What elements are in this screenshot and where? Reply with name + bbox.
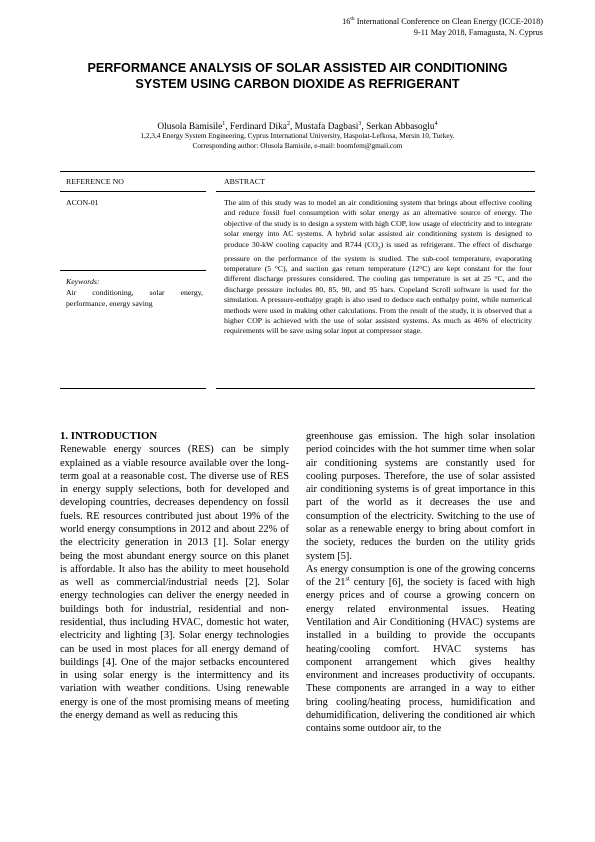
left-column xyxy=(60,430,289,722)
keywords-label: Keywords: xyxy=(66,277,100,286)
info-box-bottom-rule-right xyxy=(216,388,535,389)
abstract-header: ABSTRACT xyxy=(224,177,265,186)
introduction-paragraph-2: As energy consumption is one of the growing concerns of the 21st century [6], the society is faced with high energy prices and of course a growing concern on energy related environmental issues. Heating Ventilation and Air Conditioning (HVAC) systems are installed in a building to provide the occupants heating/cooling comfort. HVAC systems has component arrangement which gives healthy environment and increases productivity of occupants. These components are arranged in a way to either bring cooling/heating process, humidification and dehumidification, delivering the conditioned air which contains some outdoor air, to the xyxy=(306,563,535,735)
reference-header-rule xyxy=(60,191,206,192)
reference-number: ACON-01 xyxy=(66,198,99,207)
section-heading: 1. INTRODUCTION xyxy=(60,430,158,442)
affiliation: 1,2,3,4 Energy System Engineering, Cyprus International University, Haspolat-Lefkosa, Mersin 10, Turkey. xyxy=(140,131,455,140)
author-name: Mustafa Dagbasi xyxy=(294,122,359,133)
author-name: Olusola Bamisile xyxy=(157,122,223,133)
introduction-paragraph: Renewable energy sources (RES) can be simply explained as a viable resource available over the long-term goal at a reasonable cost. The diverse use of RES in energy supply selections, both for developed and developing countries, decreases dependency on fossil fuels. RE resources contributed just about 19% of the world energy consumptions in 2012 and about 22% of the electricity generation in 2013 [1]. Solar energy being the most abundant energy source on this planet is affordable. It also has the ability to meet household as well as commercial/industrial needs [2]. Solar energy technologies can deliver the energy needed in buildings both for industrial, residential and non-residential, thus including HVAC, domestic hot water, electricity and lighting [3]. Solar energy technologies can be used in most places for all energy demand of buildings [4]. One of the major setbacks encountered in using solar energy is the intermittency and its variation with weather conditions. Using renewable energy is one of the most promising means of meeting the energy demand as well as reducing this xyxy=(60,444,289,721)
info-box-top-rule xyxy=(60,171,535,172)
corresponding-author: Corresponding author: Olusola Bamisile, e-mail: boomfem@gmail.com xyxy=(192,141,403,150)
author-name: Serkan Abbasoglu xyxy=(366,122,435,133)
info-box-bottom-rule-left xyxy=(60,388,206,389)
author-list: Olusola Bamisile$^1$, Ferdinard Dika$^2$, Mustafa Dagbasi$^3$, Serkan Abbasoglu$^4$ xyxy=(157,121,438,133)
reference-header: REFERENCE NO xyxy=(66,177,124,186)
affiliation-block xyxy=(60,131,535,151)
conference-name: 16th International Conference on Clean Energy (ICCE-2018) xyxy=(342,16,543,26)
paper-title: PERFORMANCE ANALYSIS OF SOLAR ASSISTED AIR CONDITIONING SYSTEM USING CARBON DIOXIDE AS REFRIGERANT xyxy=(87,61,508,91)
conference-dates: 9-11 May 2018, Famagusta, N. Cyprus xyxy=(413,27,543,37)
keywords-list: Air conditioning, solar energy, performance, energy saving xyxy=(66,288,203,308)
abstract-text: The aim of this study was to model an air conditioning system that brings about effective cooling and reduce fossil fuel consumption with solar energy as an alternative source of energy. The objective of the study is to design a system with high COP, low usage of electricity and to integrate solar energy into AC systems. A hybrid solar assisted air conditioning system is designed to produce 30-kW cooling capacity and R744 $(CO_2)$ is used as refrigerant. The effect of discharge pressure on the performance of the system is studied. The sub-cool temperature, evaporating temperature (5 °C), and suction gas return temperature (12°C) are kept constant for the four different discharge pressures considered. The cooling gas temperature is set at 25 °C, and the discharge pressure includes 80, 85, 90, and 95 bars. Copeland Scroll software is used for the simulation. A pressure-enthalpy graph is also used to deduce each enthalpy point, while numerical methods were used in making other calculations. From the result of the study, it is observed that a higher COP is achieved with the use of solar assisted systems. As much as 46% of electricity requirements will be save using solar input at compressor stage. xyxy=(224,198,533,336)
keywords-rule xyxy=(60,270,206,271)
author-name: Ferdinard Dika xyxy=(229,122,287,133)
right-column xyxy=(306,430,535,735)
introduction-paragraph-continued: greenhouse gas emission. The high solar insolation period coincides with the hot summer time when solar air conditioning systems are constantly used for cooling purposes. Therefore, the use of solar assisted air conditioning systems is of great importance in this part of the world as it decreases the use and consumption of the electricity. Switching to the use of solar as a renewable energy to bring about comfort in the society, reduces the burden on the utility grids system [5]. xyxy=(306,431,535,562)
conference-header xyxy=(342,14,543,38)
abstract-header-rule xyxy=(216,191,535,192)
